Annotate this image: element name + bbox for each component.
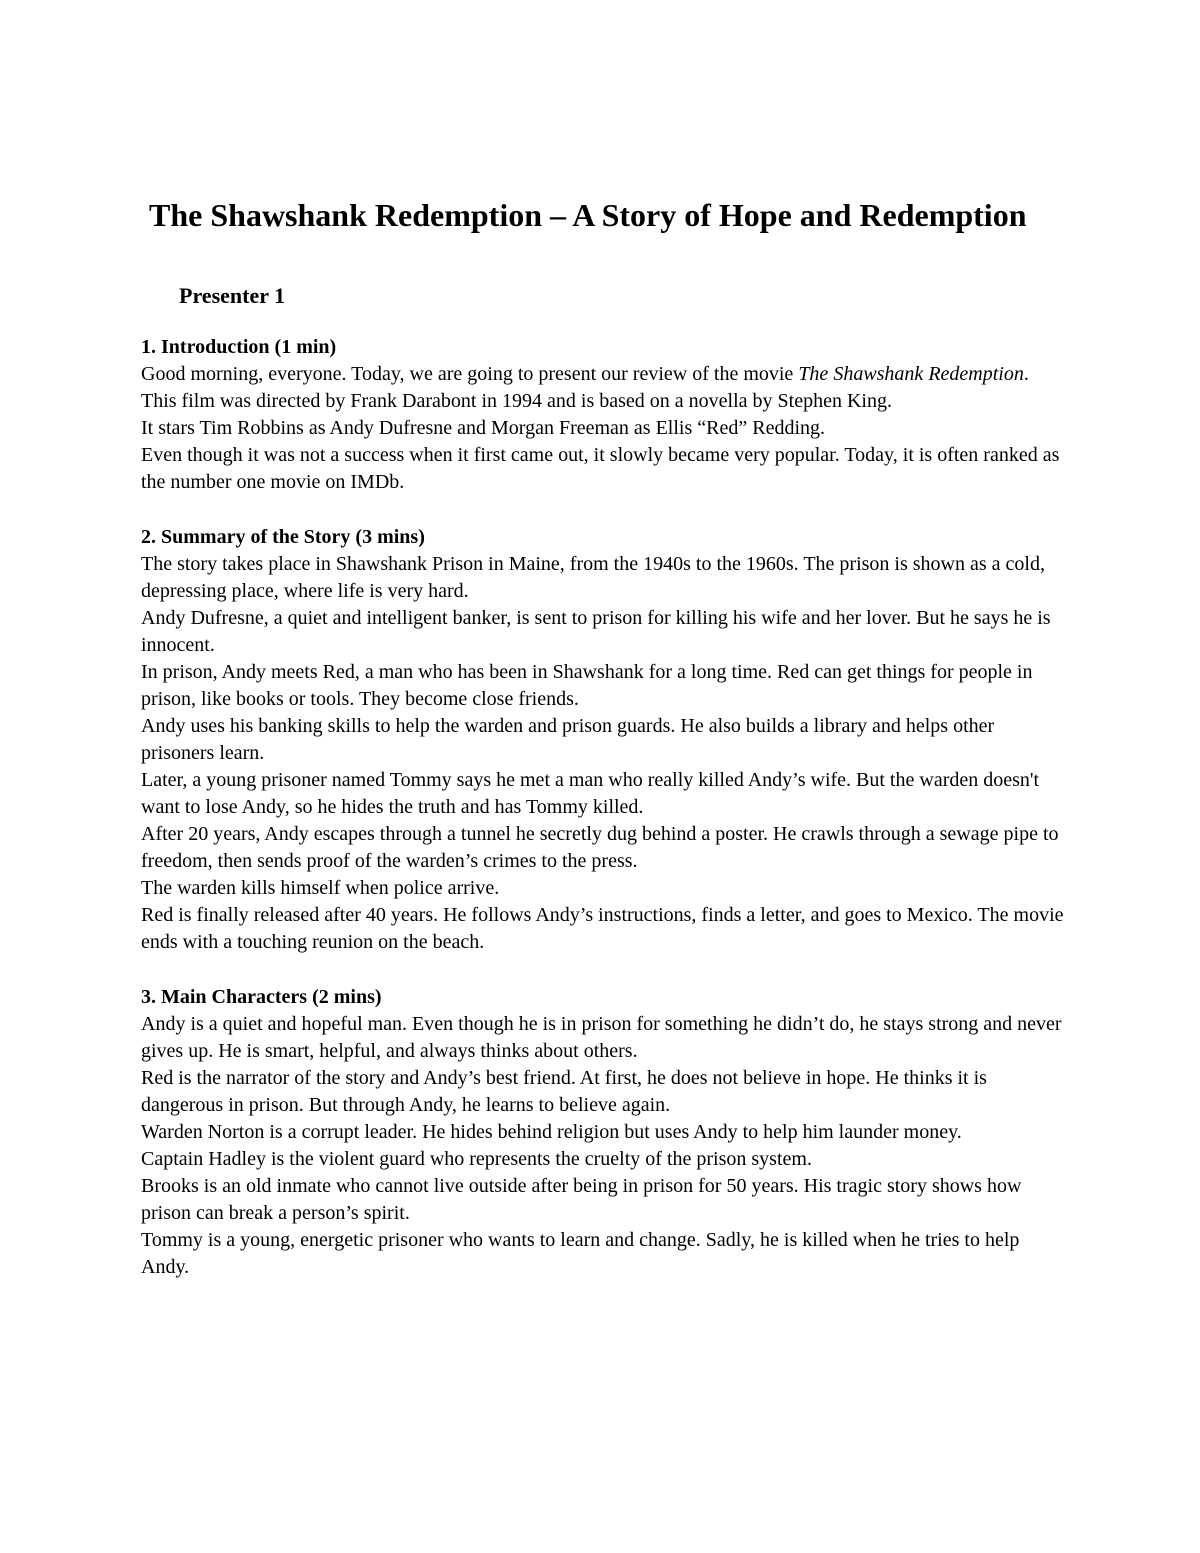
paragraph: This film was directed by Frank Darabont in 1994 and is based on a novella by Stephen King. bbox=[141, 390, 892, 412]
paragraph: Even though it was not a success when it first came out, it slowly became very popular. Today, it is often ranked as the number one movie on IMDb. bbox=[141, 444, 1060, 493]
section-summary bbox=[141, 524, 1071, 956]
movie-title-italic: The Shawshank Redemption bbox=[798, 363, 1024, 385]
section-heading: 3. Main Characters (2 mins) bbox=[141, 986, 382, 1008]
paragraph: Warden Norton is a corrupt leader. He hides behind religion but uses Andy to help him launder money. bbox=[141, 1121, 962, 1143]
paragraph: Later, a young prisoner named Tommy says he met a man who really killed Andy’s wife. But the warden doesn't want to lose Andy, so he hides the truth and has Tommy killed. bbox=[141, 769, 1040, 818]
paragraph: The warden kills himself when police arrive. bbox=[141, 877, 500, 899]
paragraph: The story takes place in Shawshank Prison in Maine, from the 1940s to the 1960s. The prison is shown as a cold, depressing place, where life is very hard. bbox=[141, 553, 1045, 602]
presenter-label: Presenter 1 bbox=[179, 283, 286, 308]
intro-text-end: . bbox=[1023, 363, 1029, 385]
paragraph: Andy Dufresne, a quiet and intelligent banker, is sent to prison for killing his wife and her lover. But he says he is innocent. bbox=[141, 607, 1051, 656]
paragraph: Captain Hadley is the violent guard who represents the cruelty of the prison system. bbox=[141, 1148, 812, 1170]
paragraph: Andy is a quiet and hopeful man. Even though he is in prison for something he didn’t do, he stays strong and never gives up. He is smart, helpful, and always thinks about others. bbox=[141, 1013, 1062, 1062]
section-main-characters bbox=[141, 984, 1071, 1281]
section-heading: 1. Introduction (1 min) bbox=[141, 336, 337, 358]
paragraph: Red is the narrator of the story and Andy’s best friend. At first, he does not believe in hope. He thinks it is dangerous in prison. But through Andy, he learns to believe again. bbox=[141, 1067, 987, 1116]
paragraph: Andy uses his banking skills to help the warden and prison guards. He also builds a library and helps other prisoners learn. bbox=[141, 715, 995, 764]
document-title: The Shawshank Redemption – A Story of Hope and Redemption bbox=[149, 197, 1027, 233]
intro-text: Good morning, everyone. Today, we are going to present our review of the movie bbox=[141, 363, 799, 385]
document-page bbox=[141, 194, 1071, 1281]
paragraph: In prison, Andy meets Red, a man who has been in Shawshank for a long time. Red can get things for people in prison, like books or tools. They become close friends. bbox=[141, 661, 1033, 710]
intro-paragraph bbox=[141, 361, 1071, 388]
paragraph: After 20 years, Andy escapes through a tunnel he secretly dug behind a poster. He crawls through a sewage pipe to freedom, then sends proof of the warden’s crimes to the press. bbox=[141, 823, 1059, 872]
paragraph: Red is finally released after 40 years. He follows Andy’s instructions, finds a letter, and goes to Mexico. The movie ends with a touching reunion on the beach. bbox=[141, 904, 1064, 953]
paragraph: It stars Tim Robbins as Andy Dufresne and Morgan Freeman as Ellis “Red” Redding. bbox=[141, 417, 826, 439]
section-introduction bbox=[141, 334, 1071, 496]
section-heading: 2. Summary of the Story (3 mins) bbox=[141, 526, 425, 548]
paragraph: Tommy is a young, energetic prisoner who wants to learn and change. Sadly, he is killed when he tries to help Andy. bbox=[141, 1229, 1020, 1278]
paragraph: Brooks is an old inmate who cannot live outside after being in prison for 50 years. His tragic story shows how prison can break a person’s spirit. bbox=[141, 1175, 1022, 1224]
